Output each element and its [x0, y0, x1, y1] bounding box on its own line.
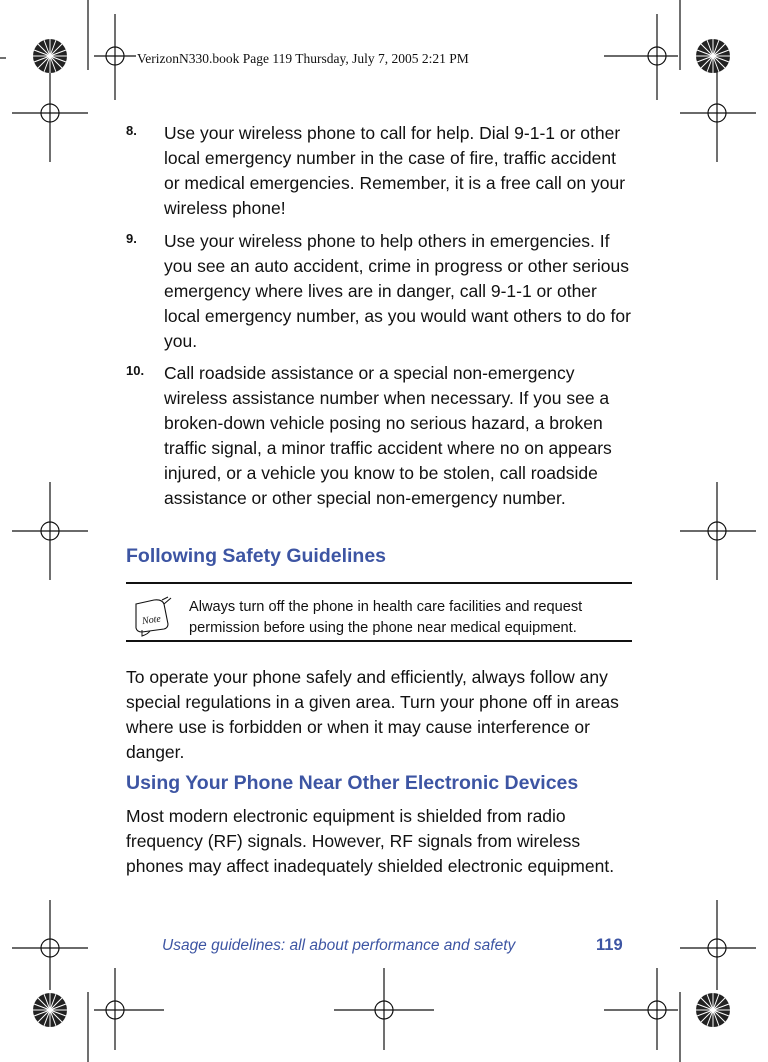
- list-item-text: Use your wireless phone to call for help. Dial 9-1-1 or other local emergency number in the case of fire, traffic accident or medical emergencies. Remember, it is a free call on your wireless phone!: [164, 123, 626, 218]
- list-item-number: 8.: [126, 123, 137, 138]
- print-stamp: VerizonN330.book Page 119 Thursday, July 7, 2005 2:21 PM: [137, 51, 469, 66]
- list-item-text: Use your wireless phone to help others in emergencies. If you see an auto accident, crime in progress or other serious emergency where lives are in danger, call 9-1-1 or other local emergency number, as you would want others to do for you.: [164, 231, 631, 351]
- list-item-text: Call roadside assistance or a special non-emergency wireless assistance number when necessary. If you see a broken-down vehicle posing no serious hazard, a broken traffic signal, a minor traffic accident where no on appears injured, or a vehicle you know to be stolen, call roadside assistance or other special non-emergency number.: [164, 363, 612, 508]
- svg-text:Note: Note: [141, 613, 162, 628]
- body-paragraph: Most modern electronic equipment is shielded from radio frequency (RF) signals. However, RF signals from wireless phones may affect inadequately shielded electronic equipment.: [126, 806, 615, 876]
- list-item: [126, 121, 636, 221]
- list-item-number: 9.: [126, 231, 137, 246]
- running-footer: Usage guidelines: all about performance and safety: [162, 937, 516, 954]
- body-paragraph: To operate your phone safely and efficiently, always follow any special regulations in a given area. Turn your phone off in areas where use is forbidden or when it may cause interference or danger.: [126, 667, 619, 762]
- section-heading-electronic-devices: Using Your Phone Near Other Electronic Devices: [126, 772, 579, 794]
- list-item: [126, 229, 636, 354]
- note-text: Always turn off the phone in health care facilities and request permission before using the phone near medical equipment.: [189, 599, 583, 636]
- list-item: [126, 361, 636, 511]
- note-bottom-divider: [126, 640, 632, 642]
- note-top-divider: [126, 582, 632, 584]
- section-heading-safety: Following Safety Guidelines: [126, 545, 387, 567]
- note-icon: [128, 594, 178, 638]
- page-number: 119: [596, 936, 623, 954]
- list-item-number: 10.: [126, 363, 145, 378]
